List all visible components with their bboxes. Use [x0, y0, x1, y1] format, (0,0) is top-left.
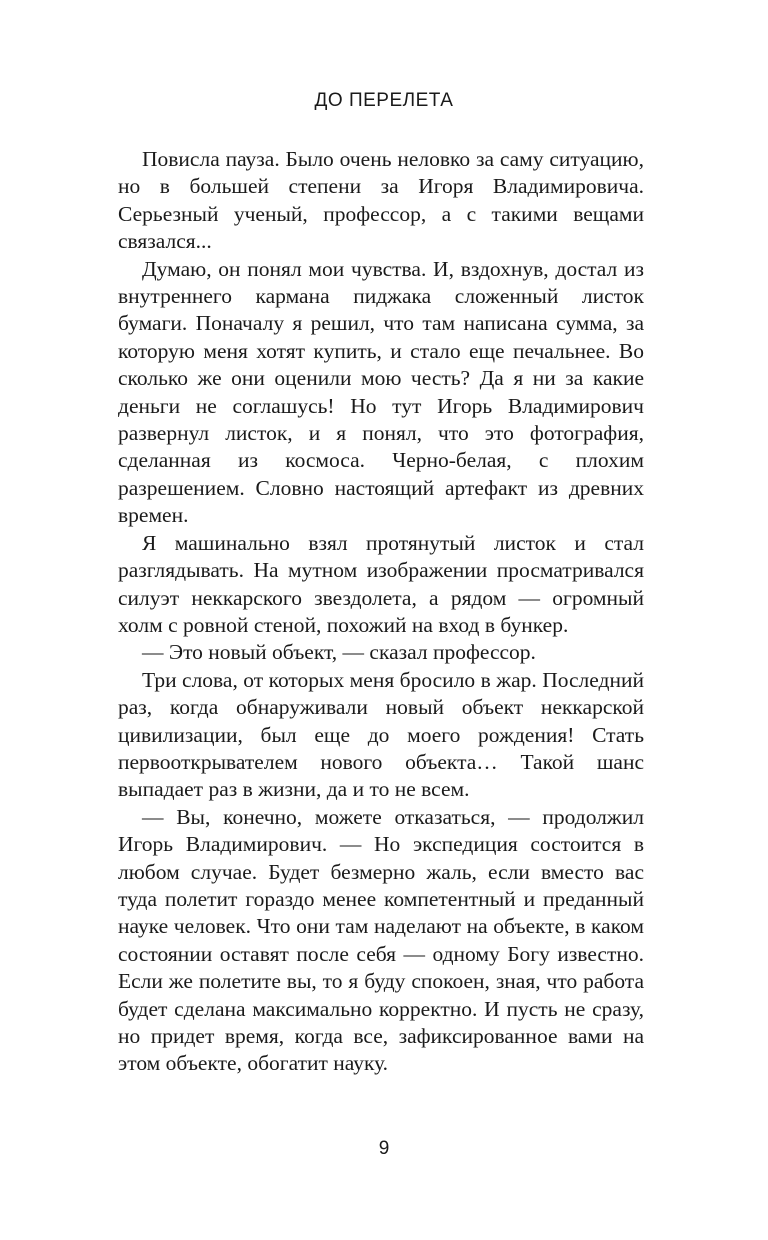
paragraph-1: Повисла пауза. Было очень неловко за саму ситуацию, но в большей степени за Игоря Владимировича. Серьезный ученый, профессор, а с такими вещами связался...	[118, 147, 644, 254]
paragraph-2: Думаю, он понял мои чувства. И, вздохнув, достал из внутреннего кармана пиджака сложенный листок бумаги. Поначалу я решил, что там написана сумма, за которую меня хотят купить, и стало еще печальнее. Во сколько же они оценили мою честь? Да я ни за какие деньги не соглашусь! Но тут Игорь Владимирович развернул листок, и я понял, что это фотография, сделанная из космоса. Черно-белая, с плохим разрешением. Словно настоящий артефакт из древних времен.	[118, 256, 644, 528]
running-head-title: ДО ПЕРЕЛЕТА	[314, 90, 454, 111]
paragraph-3: Я машинально взял протянутый листок и стал разглядывать. На мутном изображении просматривался силуэт неккарского звездолета, а рядом — огромный холм с ровной стеной, похожий на вход в бункер.	[118, 530, 644, 637]
paragraph-6: — Вы, конечно, можете отказаться, — продолжил Игорь Владимирович. — Но экспедиция состоится в любом случае. Будет безмерно жаль, если вместо вас туда полетит гораздо менее компетентный и преданный науке человек. Что они там наделают на объекте, в каком состоянии оставят после себя — одному Богу известно. Если же полетите вы, то я буду спокоен, зная, что работа будет сделана максимально корректно. И пусть не сразу, но придет время, когда все, зафиксированное вами на этом объекте, обогатит науку.	[118, 804, 644, 1076]
paragraph-5: Три слова, от которых меня бросило в жар. Последний раз, когда обнаруживали новый объект неккарской цивилизации, был еще до моего рождения! Стать первооткрывателем нового объекта… Такой шанс выпадает раз в жизни, да и то не всем.	[118, 667, 644, 802]
paragraph-4: — Это новый объект, — сказал профессор.	[142, 640, 536, 665]
body-text	[118, 146, 644, 1078]
page-number: 9	[378, 1138, 390, 1159]
